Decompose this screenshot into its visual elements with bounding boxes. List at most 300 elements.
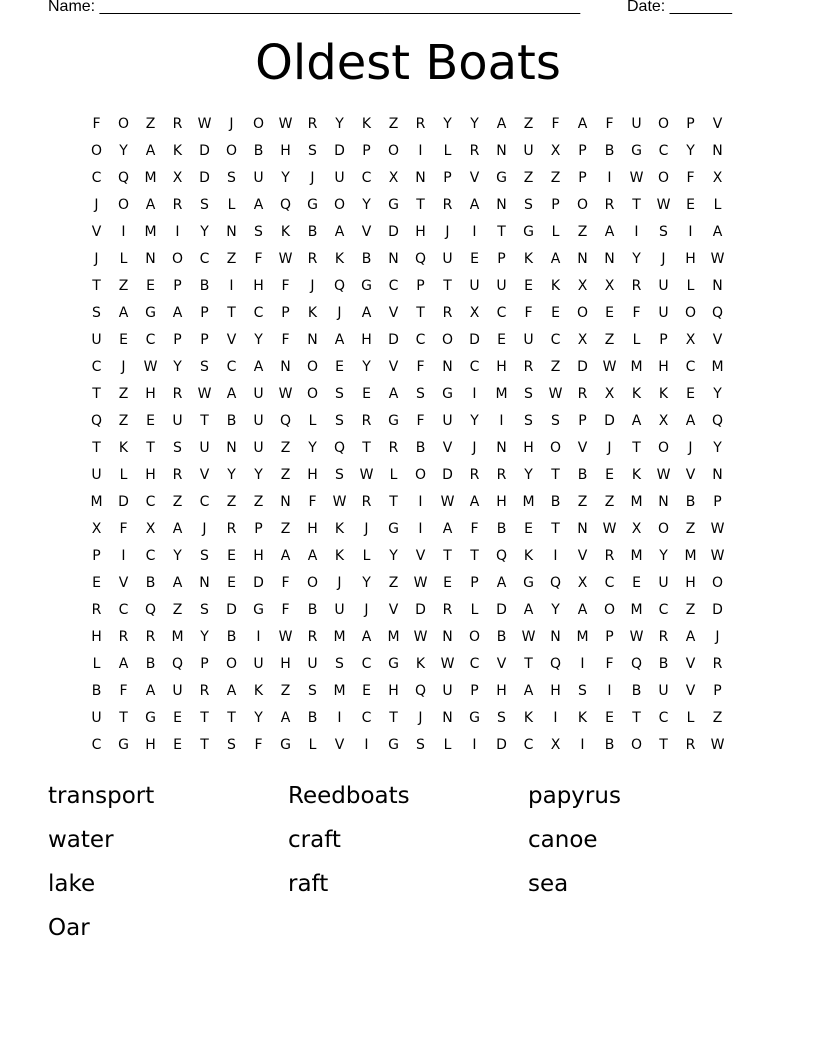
grid-letter: H	[307, 467, 318, 483]
grid-letter: P	[470, 683, 479, 699]
grid-letter: N	[712, 143, 723, 159]
grid-letter: E	[605, 710, 614, 726]
grid-letter: T	[119, 710, 128, 726]
grid-letter: Y	[173, 359, 182, 375]
grid-letter: S	[335, 386, 344, 402]
grid-letter: C	[658, 602, 669, 618]
grid-letter: C	[550, 332, 561, 348]
grid-letter: R	[172, 386, 183, 402]
grid-letter: I	[121, 548, 126, 564]
grid-letter: V	[334, 737, 345, 753]
grid-letter: H	[91, 629, 102, 645]
grid-letter: K	[631, 386, 642, 402]
grid-letter: T	[416, 305, 425, 321]
grid-letter: N	[442, 359, 453, 375]
grid-letter: R	[496, 467, 507, 483]
grid-letter: V	[415, 548, 426, 564]
grid-letter: E	[632, 575, 641, 591]
grid-letter: O	[117, 197, 130, 213]
grid-letter: N	[604, 251, 615, 267]
grid-letter: U	[91, 467, 102, 483]
grid-letter: H	[685, 575, 696, 591]
grid-letter: E	[227, 575, 236, 591]
grid-letter: S	[497, 710, 506, 726]
grid-letter: D	[334, 143, 345, 159]
grid-letter: V	[685, 656, 696, 672]
grid-letter: B	[226, 413, 237, 429]
grid-letter: Q	[630, 656, 643, 672]
grid-letter: H	[280, 656, 291, 672]
grid-letter: F	[686, 170, 695, 186]
grid-letter: V	[685, 683, 696, 699]
grid-letter: Q	[414, 251, 427, 267]
grid-letter: X	[388, 170, 399, 186]
grid-letter: W	[278, 116, 293, 132]
grid-letter: P	[713, 683, 722, 699]
grid-letter: N	[388, 251, 399, 267]
grid-letter: J	[364, 521, 369, 537]
grid-letter: T	[416, 197, 425, 213]
grid-letter: U	[91, 710, 102, 726]
grid-letter: C	[199, 494, 210, 510]
grid-letter: N	[550, 629, 561, 645]
grid-letter: B	[685, 494, 696, 510]
grid-letter: V	[712, 332, 723, 348]
grid-letter: L	[632, 332, 641, 348]
grid-letter: U	[523, 332, 534, 348]
grid-letter: K	[415, 656, 426, 672]
grid-letter: X	[604, 278, 615, 294]
grid-letter: K	[307, 305, 318, 321]
grid-letter: W	[197, 116, 212, 132]
grid-letter: S	[416, 737, 425, 753]
grid-letter: N	[226, 440, 237, 456]
grid-letter: G	[523, 224, 534, 240]
grid-letter: B	[577, 467, 588, 483]
grid-letter: G	[145, 710, 156, 726]
grid-letter: H	[658, 359, 669, 375]
grid-letter: D	[253, 575, 264, 591]
grid-letter: A	[253, 359, 264, 375]
grid-letter: Z	[145, 116, 156, 132]
grid-letter: Z	[226, 494, 237, 510]
grid-letter: G	[523, 575, 534, 591]
grid-letter: M	[576, 629, 589, 645]
grid-letter: T	[200, 710, 209, 726]
grid-letter: A	[334, 332, 345, 348]
grid-letter: K	[577, 710, 588, 726]
grid-letter: E	[335, 359, 344, 375]
grid-letter: X	[685, 332, 696, 348]
grid-letter: F	[470, 521, 479, 537]
grid-letter: E	[146, 278, 155, 294]
grid-letter: M	[144, 170, 157, 186]
grid-letter: X	[469, 305, 480, 321]
grid-letter: C	[361, 656, 372, 672]
grid-letter: P	[200, 332, 209, 348]
grid-letter: G	[118, 737, 129, 753]
grid-letter: N	[496, 197, 507, 213]
grid-letter: B	[604, 737, 615, 753]
grid-letter: M	[495, 386, 508, 402]
grid-letter: N	[442, 629, 453, 645]
grid-letter: Z	[280, 467, 291, 483]
grid-letter: C	[226, 359, 237, 375]
grid-letter: N	[712, 278, 723, 294]
grid-letter: E	[443, 575, 452, 591]
grid-letter: J	[661, 251, 666, 267]
grid-letter: C	[145, 548, 156, 564]
grid-letter: Y	[362, 359, 371, 375]
grid-letter: Y	[632, 251, 641, 267]
grid-letter: P	[659, 332, 668, 348]
grid-letter: X	[91, 521, 102, 537]
grid-letter: H	[361, 332, 372, 348]
grid-letter: N	[226, 224, 237, 240]
grid-letter: V	[496, 656, 507, 672]
grid-letter: S	[524, 413, 533, 429]
grid-letter: I	[418, 494, 423, 510]
grid-letter: P	[173, 278, 182, 294]
grid-letter: G	[388, 413, 399, 429]
grid-letter: E	[92, 575, 101, 591]
grid-letter: S	[524, 386, 533, 402]
grid-letter: L	[470, 602, 479, 618]
grid-letter: H	[145, 737, 156, 753]
grid-letter: Y	[686, 143, 695, 159]
grid-letter: W	[629, 629, 644, 645]
grid-letter: A	[496, 575, 507, 591]
grid-letter: C	[415, 332, 426, 348]
grid-letter: M	[711, 359, 724, 375]
grid-letter: I	[607, 683, 612, 699]
grid-letter: O	[387, 143, 400, 159]
grid-letter: V	[226, 332, 237, 348]
grid-letter: C	[91, 737, 102, 753]
grid-letter: R	[685, 737, 696, 753]
grid-letter: L	[443, 737, 452, 753]
grid-letter: Q	[495, 548, 508, 564]
grid-letter: A	[145, 143, 156, 159]
grid-letter: P	[713, 494, 722, 510]
grid-letter: Y	[443, 116, 452, 132]
grid-letter: Q	[171, 656, 184, 672]
grid-letter: T	[632, 710, 641, 726]
grid-letter: O	[576, 305, 589, 321]
grid-letter: H	[496, 683, 507, 699]
grid-letter: U	[334, 170, 345, 186]
grid-letter: E	[362, 683, 371, 699]
grid-letter: O	[306, 575, 319, 591]
grid-letter: N	[415, 170, 426, 186]
grid-letter: P	[686, 116, 695, 132]
grid-letter: L	[686, 710, 695, 726]
grid-letter: L	[119, 251, 128, 267]
grid-letter: B	[415, 440, 426, 456]
grid-letter: C	[91, 359, 102, 375]
grid-letter: T	[632, 197, 641, 213]
grid-letter: S	[659, 224, 668, 240]
grid-letter: H	[280, 143, 291, 159]
grid-letter: U	[442, 251, 453, 267]
grid-letter: U	[658, 305, 669, 321]
grid-letter: V	[712, 116, 723, 132]
grid-letter: S	[335, 413, 344, 429]
grid-letter: L	[92, 656, 101, 672]
word-bank-item: lake	[48, 871, 96, 897]
grid-letter: F	[632, 305, 641, 321]
grid-letter: U	[172, 683, 183, 699]
grid-letter: U	[253, 656, 264, 672]
grid-letter: Y	[713, 440, 722, 456]
grid-letter: P	[578, 413, 587, 429]
grid-letter: K	[280, 224, 291, 240]
grid-letter: C	[199, 251, 210, 267]
grid-letter: V	[91, 224, 102, 240]
grid-letter: Y	[470, 413, 479, 429]
grid-letter: R	[469, 143, 480, 159]
grid-letter: K	[550, 278, 561, 294]
grid-letter: T	[227, 305, 236, 321]
grid-letter: A	[361, 629, 372, 645]
grid-letter: D	[388, 224, 399, 240]
grid-letter: J	[607, 440, 612, 456]
grid-letter: Y	[470, 116, 479, 132]
grid-letter: M	[522, 494, 535, 510]
grid-letter: I	[256, 629, 261, 645]
grid-letter: A	[172, 521, 183, 537]
grid-letter: B	[226, 629, 237, 645]
grid-letter: T	[92, 386, 101, 402]
grid-letter: C	[523, 737, 534, 753]
grid-letter: M	[333, 683, 346, 699]
grid-letter: A	[118, 305, 129, 321]
grid-letter: R	[361, 413, 372, 429]
grid-letter: I	[337, 710, 342, 726]
grid-letter: O	[576, 197, 589, 213]
grid-letter: P	[173, 332, 182, 348]
grid-letter: S	[551, 413, 560, 429]
grid-letter: D	[442, 467, 453, 483]
grid-letter: I	[418, 521, 423, 537]
grid-letter: D	[496, 737, 507, 753]
grid-letter: H	[550, 683, 561, 699]
word-bank	[48, 778, 768, 954]
word-search-grid	[83, 111, 731, 759]
grid-letter: A	[388, 386, 399, 402]
grid-letter: Z	[523, 170, 534, 186]
grid-letter: G	[496, 170, 507, 186]
grid-letter: I	[175, 224, 180, 240]
grid-letter: S	[200, 197, 209, 213]
grid-letter: R	[307, 629, 318, 645]
grid-letter: F	[308, 494, 317, 510]
grid-letter: R	[604, 548, 615, 564]
grid-letter: Z	[253, 494, 264, 510]
grid-letter: W	[602, 521, 617, 537]
grid-letter: K	[523, 548, 534, 564]
grid-letter: N	[658, 494, 669, 510]
grid-letter: Q	[549, 575, 562, 591]
grid-letter: D	[469, 332, 480, 348]
grid-letter: V	[118, 575, 129, 591]
grid-letter: O	[306, 359, 319, 375]
grid-letter: R	[172, 467, 183, 483]
grid-letter: O	[117, 116, 130, 132]
grid-letter: F	[254, 737, 263, 753]
grid-letter: Y	[254, 710, 263, 726]
grid-letter: G	[145, 305, 156, 321]
grid-letter: P	[470, 575, 479, 591]
grid-letter: O	[711, 575, 724, 591]
grid-letter: S	[254, 224, 263, 240]
grid-letter: E	[524, 278, 533, 294]
grid-letter: S	[173, 440, 182, 456]
grid-letter: O	[657, 440, 670, 456]
grid-letter: E	[605, 305, 614, 321]
grid-letter: J	[337, 575, 342, 591]
grid-letter: C	[469, 656, 480, 672]
grid-letter: W	[197, 386, 212, 402]
grid-letter: V	[469, 170, 480, 186]
grid-letter: Z	[280, 521, 291, 537]
grid-letter: D	[604, 413, 615, 429]
grid-letter: M	[630, 359, 643, 375]
grid-letter: G	[280, 737, 291, 753]
grid-letter: Y	[281, 170, 290, 186]
grid-letter: A	[226, 683, 237, 699]
grid-letter: Q	[117, 170, 130, 186]
grid-letter: D	[226, 602, 237, 618]
grid-letter: R	[199, 683, 210, 699]
grid-letter: I	[364, 737, 369, 753]
grid-letter: L	[389, 467, 398, 483]
grid-letter: M	[387, 629, 400, 645]
grid-letter: F	[551, 116, 560, 132]
grid-letter: Z	[226, 251, 237, 267]
grid-letter: U	[91, 332, 102, 348]
grid-letter: D	[415, 602, 426, 618]
grid-letter: R	[523, 359, 534, 375]
grid-letter: F	[605, 656, 614, 672]
grid-letter: O	[333, 197, 346, 213]
grid-letter: R	[172, 116, 183, 132]
grid-letter: Y	[524, 467, 533, 483]
word-bank-item: raft	[288, 871, 329, 897]
grid-letter: T	[389, 710, 398, 726]
grid-letter: S	[578, 683, 587, 699]
grid-letter: Y	[254, 467, 263, 483]
grid-letter: O	[306, 386, 319, 402]
grid-letter: B	[658, 656, 669, 672]
grid-letter: Y	[551, 602, 560, 618]
grid-letter: J	[202, 521, 207, 537]
grid-letter: A	[496, 116, 507, 132]
grid-letter: F	[605, 116, 614, 132]
grid-letter: R	[442, 197, 453, 213]
grid-letter: L	[308, 737, 317, 753]
grid-letter: X	[712, 170, 723, 186]
grid-letter: W	[278, 386, 293, 402]
grid-letter: C	[253, 305, 264, 321]
grid-letter: F	[254, 251, 263, 267]
grid-letter: Z	[388, 116, 399, 132]
grid-letter: W	[413, 629, 428, 645]
grid-letter: Q	[711, 413, 724, 429]
grid-letter: Z	[280, 440, 291, 456]
grid-letter: E	[227, 548, 236, 564]
grid-letter: Y	[200, 224, 209, 240]
grid-letter: K	[334, 251, 345, 267]
grid-letter: H	[145, 386, 156, 402]
grid-letter: W	[440, 656, 455, 672]
grid-letter: J	[310, 278, 315, 294]
grid-letter: C	[658, 143, 669, 159]
grid-letter: E	[173, 737, 182, 753]
grid-letter: W	[629, 170, 644, 186]
grid-letter: O	[171, 251, 184, 267]
grid-letter: A	[577, 116, 588, 132]
grid-letter: A	[280, 710, 291, 726]
grid-letter: Z	[577, 494, 588, 510]
grid-letter: R	[118, 629, 129, 645]
grid-letter: M	[630, 602, 643, 618]
grid-letter: R	[469, 467, 480, 483]
grid-letter: B	[307, 710, 318, 726]
grid-letter: N	[496, 440, 507, 456]
grid-letter: G	[388, 521, 399, 537]
grid-letter: C	[361, 170, 372, 186]
grid-letter: E	[605, 467, 614, 483]
grid-letter: Z	[388, 575, 399, 591]
grid-letter: O	[603, 602, 616, 618]
grid-letter: W	[710, 251, 725, 267]
grid-letter: R	[226, 521, 237, 537]
grid-letter: U	[253, 386, 264, 402]
grid-letter: Y	[335, 116, 344, 132]
grid-letter: F	[281, 575, 290, 591]
grid-letter: B	[199, 278, 210, 294]
grid-letter: J	[310, 170, 315, 186]
grid-letter: Q	[549, 656, 562, 672]
grid-letter: B	[496, 521, 507, 537]
grid-letter: Q	[90, 413, 103, 429]
grid-letter: M	[171, 629, 184, 645]
grid-letter: O	[549, 440, 562, 456]
grid-letter: F	[281, 278, 290, 294]
grid-letter: R	[307, 251, 318, 267]
grid-letter: I	[472, 386, 477, 402]
grid-letter: F	[281, 332, 290, 348]
word-bank-item: water	[48, 827, 114, 853]
grid-letter: U	[658, 683, 669, 699]
grid-letter: P	[551, 197, 560, 213]
grid-letter: U	[469, 278, 480, 294]
grid-letter: G	[388, 737, 399, 753]
grid-letter: T	[659, 737, 668, 753]
grid-letter: K	[658, 386, 669, 402]
grid-letter: I	[553, 710, 558, 726]
grid-letter: N	[199, 575, 210, 591]
grid-letter: Y	[659, 548, 668, 564]
grid-letter: B	[307, 602, 318, 618]
grid-letter: V	[199, 467, 210, 483]
grid-letter: Z	[280, 683, 291, 699]
grid-letter: S	[227, 170, 236, 186]
grid-letter: P	[254, 521, 263, 537]
grid-letter: B	[631, 683, 642, 699]
grid-letter: C	[496, 305, 507, 321]
